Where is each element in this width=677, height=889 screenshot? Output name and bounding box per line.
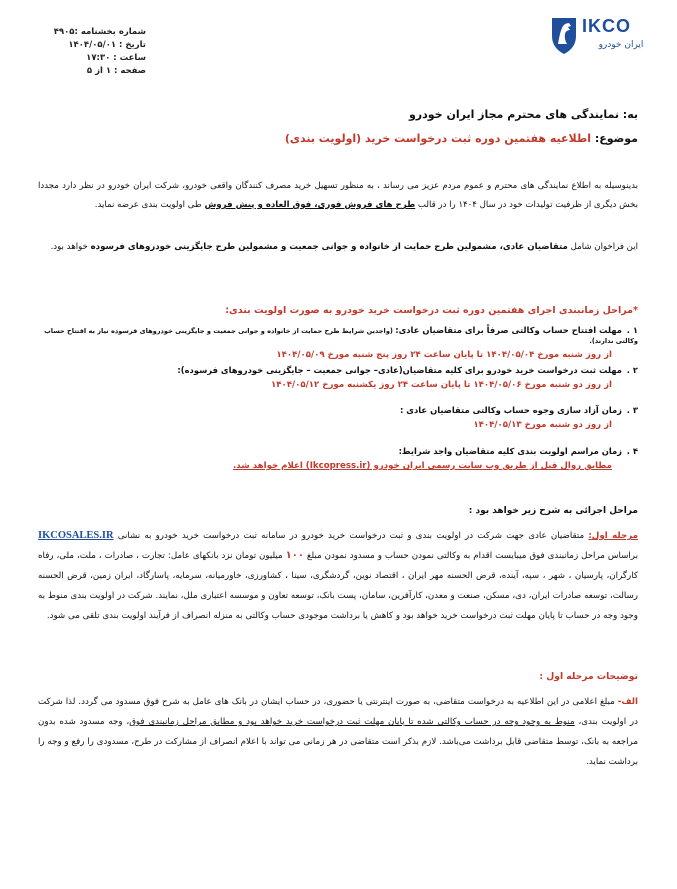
logo-text: IKCO — [582, 16, 631, 36]
explanation-alef — [38, 692, 638, 772]
circular-meta — [36, 26, 146, 78]
scope-highlight: متقاضیان عادی، مشمولین طرح حمایت از خانواده و جوانی جمعیت و مشمولین طرح جایگزینی خودروهای فرسوده — [90, 242, 568, 252]
step-number: ۴ . — [626, 446, 638, 456]
alef-text: مبلغ اعلامی در این اطلاعیه به درخواست متقاضی، به صورت اینترنتی یا حضوری، در حساب ایشان در بانک های عامل به شرح فوق مسدود می گردد. لذا شرکت در اولویت بندی، — [38, 697, 638, 727]
circular-page-count: صفحه : ۱ از ۵ — [86, 66, 146, 76]
step-title: مهلت ثبت درخواست خرید خودرو برای کلیه متقاضیان(عادی– جوانی جمعیت – جایگزینی خودروهای فرسوده): — [177, 365, 622, 375]
deposit-amount: ۱۰۰ — [285, 550, 304, 561]
phase-one-paragraph — [38, 526, 638, 626]
scope-text-end: خواهد بود. — [50, 242, 91, 252]
circular-time: ساعت : ۱۷:۳۰ — [86, 53, 146, 63]
ikcosales-link[interactable]: IKCOSALES.IR — [38, 530, 114, 541]
alef-label: الف- — [617, 697, 638, 707]
scope-paragraph — [38, 238, 638, 257]
operations-title: مراحل اجرائی به شرح زیر خواهد بود : — [468, 506, 638, 516]
step-detail: از روز دو شنبه مورخ ۱۴۰۴/۰۵/۱۳ — [473, 420, 612, 430]
step-number: ۲ . — [626, 365, 638, 375]
intro-highlight: طرح های فروش فوری، فوق العاده و پیش فروش — [204, 200, 416, 210]
subject-text: اطلاعیه هفتمین دوره ثبت درخواست خرید (اولویت بندی) — [284, 132, 595, 145]
schedule-title: *مراحل زمانبندی اجرای هفتمین دوره ثبت درخواست خرید خودرو به صورت اولویت بندی: — [225, 305, 638, 316]
phase-one-text-3: میلیون تومان نزد بانکهای عامل: تجارت ، صادرات ، ملت، ملی، رفاه کارگران، پارسیان ، شهر ، سپه، آینده، قرض الحسنه مهر ایران ، اقتصاد نوین، گردشگری، سینا ، کشاورزی، خاورمیانه، سرمایه، پاسارگاد، ایران زمین، قرض الحسنه رسالت، توسعه صادرات ایران، دی، مسکن، صنعت و معدن، کارآفرین، سامان، پست بانک، توسعه تعاون و موسسه اعتباری ملل، نمایند. شرکت در اولویت بندی منوط به وجود وجه در حساب تا پایان مهلت ثبت درخواست خرید خواهد بود و کاهش یا برداشت موجودی حساب وکالتی به منزله انصراف از فرآیند اولویت بندی تلقی می شود. — [38, 551, 638, 621]
intro-paragraph — [38, 177, 638, 215]
phase-one-text-2: براساس مراحل زمانبندی فوق میبایست اقدام به وکالتی نمودن حساب و مسدود نمودن مبلغ — [303, 551, 638, 561]
alef-underlined: منوط به وجود وجه در حساب وکالتی شده تا پایان مهلت ثبت درخواست خرید خواهد بود و مطابق مراحل زمانبندی فوق — [129, 717, 575, 727]
intro-text: بدینوسیله به اطلاع نمایندگی های محترم و عموم مردم عزیز می رساند ، به منظور تسهیل خرید مصرف کنندگان واقعی خودرو، شرکت ایران خودرو در نظر دارد مجددا بخش دیگری از ظرفیت تولیدات خود در سال ۱۴۰۴ را در قالب — [38, 181, 638, 210]
circular-number: شماره بخشنامه :۴۹۰۵ — [53, 27, 146, 37]
step-note: (واجدین شرایط طرح حمایت از خانواده و جوانی جمعیت و جایگزینی خودروهای فرسوده نیاز به افتتاح حساب وکالتی ندارند). — [44, 327, 638, 345]
step-detail: از روز دو شنبه مورخ ۱۴۰۴/۰۵/۰۶ تا پایان ساعت ۲۴ روز یکشنبه مورخ ۱۴۰۴/۰۵/۱۲ — [271, 380, 612, 390]
step-number: ۱ . — [626, 325, 638, 335]
subject-line — [40, 132, 638, 145]
step-detail: مطابق روال قبل از طریق وب سایت رسمی ایران خودرو (Ikcopress.ir) اعلام خواهد شد. — [233, 461, 612, 471]
circular-date: تاریخ : ۱۴۰۴/۰۵/۰۱ — [68, 40, 146, 50]
step-number: ۳ . — [626, 405, 638, 415]
intro-text-end: طی اولویت بندی عرضه نماید. — [94, 200, 205, 210]
step-title: زمان مراسم اولویت بندی کلیه متقاضیان واجد شرایط: — [398, 446, 622, 456]
step-title: زمان آزاد سازی وجوه حساب وکالتی متقاضیان عادی : — [400, 405, 622, 415]
schedule-step — [38, 325, 638, 360]
logo-subtitle: ایران خودرو — [598, 40, 644, 50]
subject-label: موضوع: — [594, 132, 638, 145]
explanations-title: توضیحات مرحله اول : — [539, 671, 638, 682]
step-title: مهلت افتتاح حساب وکالتی صرفاً برای متقاضیان عادی: — [395, 325, 622, 335]
alef-text-end: ، وجه مسدود شده بدون مراجعه به بانک، توسط متقاضی قابل برداشت می‌باشد. لازم بذکر است متقاضی در هر زمانی می تواند با اعلام انصراف از مشارکت در طرح، مسدودی را رفع و وجه را برداشت نماید. — [38, 717, 638, 767]
addressee: به: نمایندگی های محترم مجاز ایران خودرو — [408, 108, 638, 121]
horse-shield-icon — [548, 14, 580, 56]
phase-one-label: مرحله اول: — [588, 531, 638, 541]
step-detail: از روز شنبه مورخ ۱۴۰۴/۰۵/۰۴ تا پایان ساعت ۲۴ روز پنج شنبه مورخ ۱۴۰۴/۰۵/۰۹ — [276, 350, 612, 360]
scope-text: این فراخوان شامل — [567, 242, 638, 252]
schedule-step — [38, 446, 638, 471]
ikco-logo — [548, 14, 660, 62]
schedule-step — [38, 365, 638, 390]
phase-one-text: متقاضیان عادی جهت شرکت در اولویت بندی و ثبت درخواست خرید خودرو در سامانه ثبت درخواست خرید خودرو به نشانی — [113, 531, 589, 541]
schedule-step — [38, 405, 638, 430]
